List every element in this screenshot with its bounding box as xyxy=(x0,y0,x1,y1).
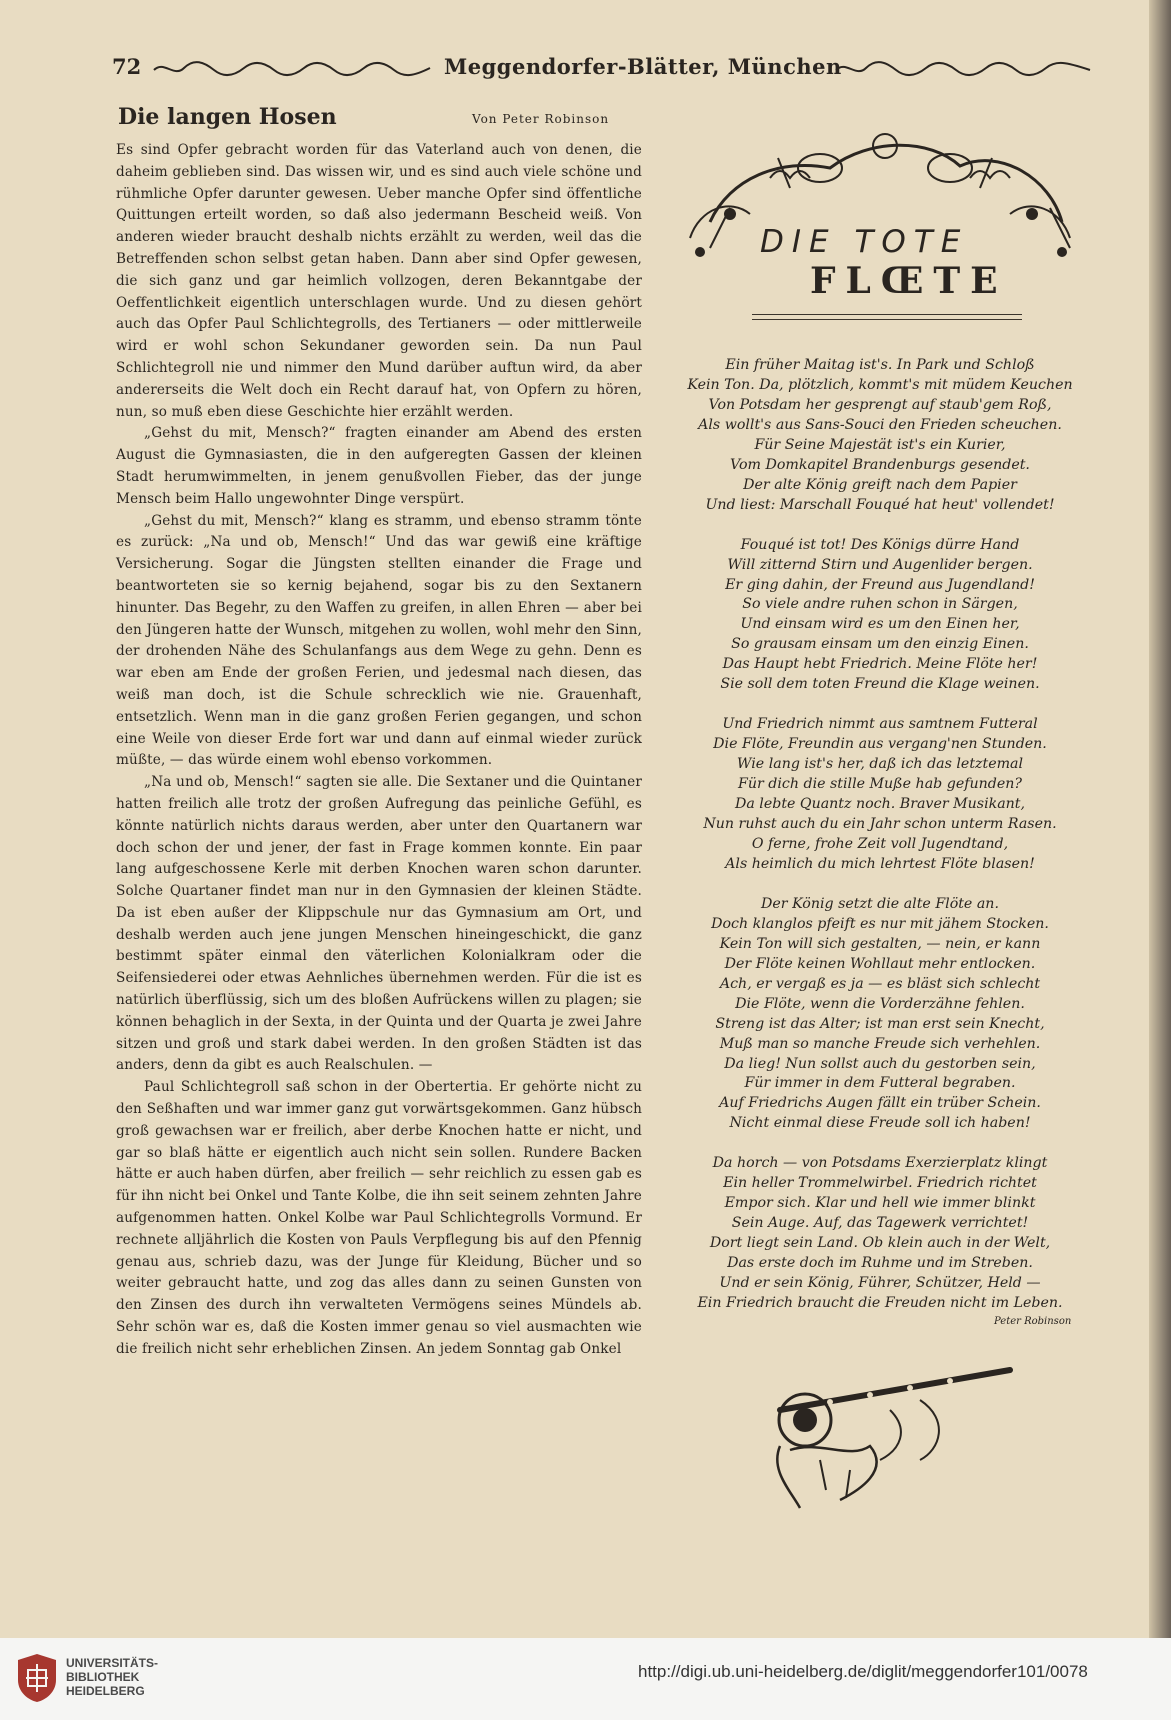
poem-line: Für dich die stille Muße hab gefunden? xyxy=(738,776,1022,793)
poem-line: Für immer in dem Futteral begraben. xyxy=(744,1075,1016,1092)
poem-line: Als wollt's aus Sans-Souci den Frieden scheuchen. xyxy=(698,416,1062,433)
article-paragraph: „Gehst du mit, Mensch?“ fragten einander am Abend des ersten August die Gymnasiasten, die in den aufgeregten Gassen der kleinen Stadt herumwimmelten, in jenem genußvollen Fieber, das der junge Mensch beim Hallo ungewohnter Dinge verspürt. xyxy=(116,425,642,507)
poem-line: Sie soll dem toten Freund die Klage weinen. xyxy=(720,676,1040,693)
poem-line: Empor sich. Klar und hell wie immer blinkt xyxy=(724,1195,1036,1212)
poem-line: Das Haupt hebt Friedrich. Meine Flöte her! xyxy=(722,656,1038,673)
poem-line: Sein Auge. Auf, das Tagewerk verrichtet! xyxy=(731,1215,1029,1232)
page-header xyxy=(112,52,1092,88)
poem-line: Da horch — von Potsdams Exerzierplatz klingt xyxy=(712,1155,1048,1172)
poem-line: Als heimlich du mich lehrtest Flöte blasen! xyxy=(725,855,1035,872)
poem-line: Vom Domkapitel Brandenburgs gesendet. xyxy=(730,456,1030,473)
poem-line: Auf Friedrichs Augen fällt ein trüber Schein. xyxy=(719,1095,1041,1112)
poem-stanza xyxy=(664,715,1096,875)
flute-vignette-illustration xyxy=(760,1350,1030,1512)
poem-line: Wie lang ist's her, daß ich das letztemal xyxy=(736,756,1024,773)
poem-title-illustration xyxy=(670,118,1090,328)
poem-line: Doch klanglos pfeift es nur mit jähem Stocken. xyxy=(711,915,1049,932)
poem-body xyxy=(664,356,1096,1334)
poem-line: Fouqué ist tot! Des Königs dürre Hand xyxy=(740,536,1020,553)
article-title: Die langen Hosen xyxy=(118,104,337,130)
poem-line: Nicht einmal diese Freude soll ich haben! xyxy=(729,1115,1031,1132)
poem-stanza xyxy=(664,895,1096,1134)
poem-line: O ferne, frohe Zeit voll Jugendtand, xyxy=(751,835,1009,852)
poem-line: Die Flöte, Freundin aus vergang'nen Stunden. xyxy=(713,736,1047,753)
poem-line: Für Seine Majestät ist's ein Kurier, xyxy=(754,436,1006,453)
institution-line: BIBLIOTHEK xyxy=(66,1670,140,1684)
page-number: 72 xyxy=(112,54,142,79)
poem-line: Da lieg! Nun sollst auch du gestorben sein, xyxy=(724,1055,1036,1072)
poem-line: Der König setzt die alte Flöte an. xyxy=(761,895,999,912)
poem-line: Muß man so manche Freude sich verhehlen. xyxy=(719,1035,1041,1052)
poem-line: Will zitternd Stirn und Augenlider bergen. xyxy=(727,556,1033,573)
poem-stanza xyxy=(664,356,1096,516)
poem-line: Kein Ton will sich gestalten, — nein, er kann xyxy=(719,935,1041,952)
poem-line: Der Flöte keinen Wohllaut mehr entlocken. xyxy=(724,955,1036,972)
poem-line: Das erste doch im Ruhme und im Streben. xyxy=(727,1255,1033,1272)
article-paragraph: Paul Schlichtegroll saß schon in der Obertertia. Er gehörte nicht zu den Seßhaften und war immer ganz gut vorwärtsgekommen. Ganz hübsch groß gewachsen war er freilich, aber derbe Knochen hatte er nicht, und gar so blaß hätte er eigentlich auch nicht sein sollen. Rundere Backen hätte er auch haben dürfen, aber freilich — sehr reichlich zu essen gab es für ihn nicht bei Onkel und Tante Kolbe, die ihn seit seinem zehnten Jahre aufgenommen hatten. Onkel Kolbe war Paul Schlichtegrolls Vormund. Er rechnete alljährlich die Kosten von Pauls Verpflegung bis auf den Pfennig genau aus, schrieb dazu, was der Junge für Kleidung, Bücher und so weiter gebraucht hatte, und zog das alles dann zu seinen Gunsten von den Zinsen des durch ihn verwalteten Vermögens seines Mündels ab. Sehr schön war es, daß die Kosten immer genau so viel ausmachten wie die freilich nicht sehr erheblichen Zinsen. An jedem Sonntag gab Onkel xyxy=(116,1079,642,1357)
running-title: Meggendorfer-Blätter, München xyxy=(444,54,842,79)
poem-line: Ach, er vergaß es ja — es bläst sich schlecht xyxy=(719,975,1041,992)
poem-title-line1: DIE TOTE xyxy=(760,224,969,260)
poem-line: Er ging dahin, der Freund aus Jugendland! xyxy=(725,576,1035,593)
header-ornament-left xyxy=(152,60,432,78)
poem-line: Und einsam wird es um den Einen her, xyxy=(740,616,1020,633)
poem-line: Nun ruhst auch du ein Jahr schon unterm Rasen. xyxy=(703,816,1057,833)
poem-line: Und Friedrich nimmt aus samtnem Futteral xyxy=(722,716,1038,733)
poem-line: Und er sein König, Führer, Schützer, Held — xyxy=(719,1275,1041,1292)
poem-stanza xyxy=(664,536,1096,696)
poem-line: So grausam einsam um den einzig Einen. xyxy=(731,636,1029,653)
digital-library-footer xyxy=(0,1638,1171,1720)
poem-title-line2: FLŒTE xyxy=(810,260,1008,302)
poem-line: Ein früher Maitag ist's. In Park und Schloß xyxy=(725,357,1035,373)
university-seal-icon xyxy=(14,1652,60,1704)
poem-line: So viele andre ruhen schon in Särgen, xyxy=(742,596,1018,613)
article-paragraph: „Gehst du mit, Mensch?“ klang es stramm, und ebenso stramm tönte es zurück: „Na und ob, Mensch!“ Und das war gewiß eine kräftige Versicherung. Sogar die Jüngsten stellten einander die Frage und beantworteten sie so kernig bejahend, sogar bis zu den Sextanern hinunter. Das Begehr, zu den Waffen zu greifen, in allen Ehren — aber bei den Jüngeren hatte der Wunsch, mitgehen zu wollen, wohl mehr den Sinn, der drohenden Nähe des Schulanfangs aus dem Wege zu gehn. Denn es war eben am Ende der großen Ferien, und jedesmal nach diesen, das weiß man doch, ist die Schule schrecklich wie nie. Grauenhaft, entsetzlich. Wenn man in die ganz großen Ferien gegangen, und schon eine Weile von dieser Erde fort war und dann auf einmal wieder zurück müßte, — das würde einem wohl ebenso vorkommen. xyxy=(116,512,642,769)
institution-line: HEIDELBERG xyxy=(66,1684,145,1698)
institution-name xyxy=(66,1656,158,1698)
article-byline: Von Peter Robinson xyxy=(472,112,610,126)
title-rule xyxy=(752,314,1022,320)
article-paragraph: „Na und ob, Mensch!“ sagten sie alle. Die Sextaner und die Quintaner hatten freilich alle trotz der großen Aufregung das peinliche Gefühl, es könnte natürlich nichts daraus werden, aber unter den Quartanern war doch schon der und jener, der fast in Frage kommen konnte. Ein paar lang aufgeschossene Kerle mit derben Knochen waren schon darunter. Solche Quartaner findet man nur in den Gymnasien der kleinen Städte. Da ist eben außer der Klippschule nur das Gymnasium am Ort, und deshalb werden auch jene jungen Menschen hineingeschickt, die ganz bestimmt später einmal den väterlichen Kolonialkram oder die Seifensiederei oder etwas Aehnliches übernehmen werden. Für die ist es natürlich überflüssig, sich um des bloßen Aufrückens willen zu plagen; sie können behaglich in der Sexta, in der Quinta und der Quarta je zwei Jahre sitzen und groß und stark dabei werden. In den großen Städten ist das anders, denn da gibt es auch Realschulen. — xyxy=(116,774,642,1074)
article-column xyxy=(116,140,642,1361)
poem-line: Ein Friedrich braucht die Freuden nicht im Leben. xyxy=(697,1294,1063,1311)
poem-line: Die Flöte, wenn die Vorderzähne fehlen. xyxy=(735,995,1025,1012)
poem-line: Dort liegt sein Land. Ob klein auch in der Welt, xyxy=(709,1235,1051,1252)
poem-stanza xyxy=(664,1154,1096,1314)
poem-line: Streng ist das Alter; ist man erst sein Knecht, xyxy=(715,1015,1045,1032)
poem-line: Von Potsdam her gesprengt auf staub'gem Roß, xyxy=(708,396,1052,413)
header-ornament-right xyxy=(834,60,1092,78)
poem-line: Ein heller Trommelwirbel. Friedrich richtet xyxy=(723,1175,1037,1192)
poem-signature: Peter Robinson xyxy=(994,1316,1072,1327)
permalink-url[interactable]: http://digi.ub.uni-heidelberg.de/diglit/meggendorfer101/0078 xyxy=(638,1662,1088,1681)
poem-line: Und liest: Marschall Fouqué hat heut' vollendet! xyxy=(705,496,1055,513)
institution-line: UNIVERSITÄTS- xyxy=(66,1656,159,1670)
poem-line: Da lebte Quantz noch. Braver Musikant, xyxy=(734,796,1026,813)
book-binding-edge xyxy=(1149,0,1171,1638)
poem-line: Der alte König greift nach dem Papier xyxy=(743,476,1017,493)
poem-line: Kein Ton. Da, plötzlich, kommt's mit müdem Keuchen xyxy=(687,376,1073,393)
article-paragraph: Es sind Opfer gebracht worden für das Vaterland auch von denen, die daheim geblieben sind. Das wissen wir, und es sind auch viele schöne und rühmliche Opfer darunter gewesen. Ueber manche Opfer sind öffentliche Quittungen erteilt worden, so daß also jedermann Bescheid weiß. Von anderen wieder braucht deshalb nichts erzählt zu werden, weil das die Betreffenden schon selbst getan haben. Dann aber sind Opfer gewesen, die sich ganz und gar heimlich vollzogen, deren Bekanntgabe der Oeffentlichkeit eigentlich unterschlagen wurde. Und zu diesen gehört auch das Opfer Paul Schlichtegrolls, des Tertianers — oder mittlerweile wird er wohl schon Sekundaner geworden sein. Da nun Paul Schlichtegroll nie und nimmer den Mund darüber auftun wird, da aber andererseits die Welt doch ein Recht darauf hat, von Opfern zu hören, nun, so muß eben diese Geschichte hier erzählt werden. xyxy=(116,142,642,420)
